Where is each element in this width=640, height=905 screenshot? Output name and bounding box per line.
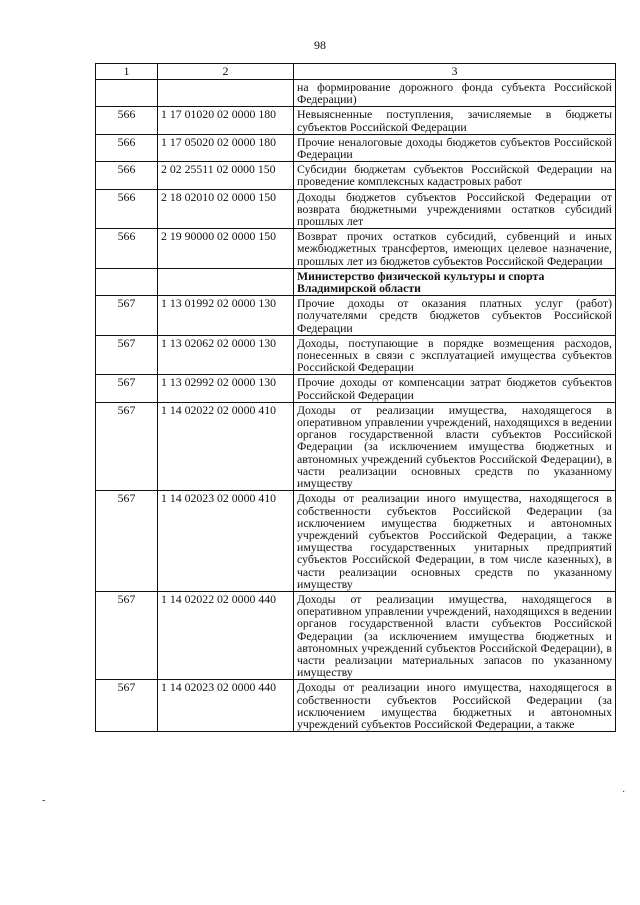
budget-code-cell: 2 02 25511 02 0000 150 [158,162,294,189]
table-body [96,80,616,732]
budget-code-cell: 1 13 01992 02 0000 130 [158,296,294,336]
table-row [96,229,616,269]
table-row [96,80,616,107]
revenue-codes-table [95,63,616,732]
budget-code-cell: 1 14 02022 02 0000 410 [158,402,294,490]
table-header [96,64,616,80]
description-cell: Прочие доходы от компенсации затрат бюджетов субъектов Российской Федерации [294,375,616,402]
table-row [96,162,616,189]
admin-code-cell [96,268,158,295]
section-heading-row [96,268,616,295]
column-header-3: 3 [294,64,616,80]
table-row [96,491,616,592]
header-row [96,64,616,80]
budget-code-cell: 1 17 01020 02 0000 180 [158,107,294,134]
table-row [96,134,616,161]
admin-code-cell: 566 [96,107,158,134]
admin-code-cell: 566 [96,189,158,229]
admin-code-cell: 567 [96,375,158,402]
scan-dot-mark: · [622,787,626,798]
budget-code-cell [158,268,294,295]
description-cell: Прочие неналоговые доходы бюджетов субъектов Российской Федерации [294,134,616,161]
description-cell: Доходы, поступающие в порядке возмещения расходов, понесенных в связи с эксплуатацией имущества субъектов Российской Федерации [294,335,616,375]
description-cell: Субсидии бюджетам субъектов Российской Федерации на проведение комплексных кадастровых работ [294,162,616,189]
description-cell: Невыясненные поступления, зачисляемые в бюджеты субъектов Российской Федерации [294,107,616,134]
table-row [96,591,616,679]
admin-code-cell: 567 [96,335,158,375]
page-number: 98 [314,38,326,52]
admin-code-cell: 566 [96,162,158,189]
description-cell: Возврат прочих остатков субсидий, субвенций и иных межбюджетных трансфертов, имеющих целевое назначение, прошлых лет из бюджетов субъектов Российской Федерации [294,229,616,269]
section-title: Министерство физической культуры и спорта Владимирской области [294,268,616,295]
table-row [96,402,616,490]
description-cell: Прочие доходы от оказания платных услуг (работ) получателями средств бюджетов субъектов Российской Федерации [294,296,616,336]
table-row [96,189,616,229]
budget-code-cell [158,80,294,107]
admin-code-cell: 566 [96,229,158,269]
budget-code-cell: 1 14 02023 02 0000 410 [158,491,294,592]
table-row [96,335,616,375]
table-row [96,107,616,134]
table-row [96,375,616,402]
budget-code-cell: 1 13 02992 02 0000 130 [158,375,294,402]
description-cell: Доходы от реализации имущества, находящегося в оперативном управлении учреждений, находящихся в ведении органов государственной власти субъектов Российской Федерации (за исключением имущества бюджетных и автономных учреждений субъектов Российской Федерации), в части реализации основных средств по указанному имуществу [294,402,616,490]
admin-code-cell: 567 [96,591,158,679]
admin-code-cell [96,80,158,107]
budget-code-cell: 2 19 90000 02 0000 150 [158,229,294,269]
column-header-2: 2 [158,64,294,80]
table-row [96,296,616,336]
description-cell: Доходы бюджетов субъектов Российской Федерации от возврата бюджетными учреждениями остатков субсидий прошлых лет [294,189,616,229]
budget-code-cell: 1 13 02062 02 0000 130 [158,335,294,375]
description-cell: на формирование дорожного фонда субъекта Российской Федерации) [294,80,616,107]
description-cell: Доходы от реализации имущества, находящегося в оперативном управлении учреждений, находящихся в ведении органов государственной власти субъектов Российской Федерации (за исключением имущества бюджетных и автономных учреждений субъектов Российской Федерации), в части реализации материальных запасов по указанному имуществу [294,591,616,679]
table-row [96,680,616,732]
budget-code-cell: 2 18 02010 02 0000 150 [158,189,294,229]
admin-code-cell: 567 [96,491,158,592]
description-cell: Доходы от реализации иного имущества, находящегося в собственности субъектов Российской Федерации (за исключением имущества бюджетных и автономных учреждений субъектов Российской Федерации, а также [294,680,616,732]
admin-code-cell: 567 [96,680,158,732]
admin-code-cell: 566 [96,134,158,161]
description-cell: Доходы от реализации иного имущества, находящегося в собственности субъектов Российской Федерации (за исключением имущества бюджетных и автономных учреждений субъектов Российской Федерации, а также имущества государственных унитарных предприятий субъектов Российской Федерации, в том числе казенных), в части реализации основных средств по указанному имуществу [294,491,616,592]
scan-dash-mark: - [42,795,46,806]
budget-code-cell: 1 14 02023 02 0000 440 [158,680,294,732]
admin-code-cell: 567 [96,402,158,490]
budget-code-cell: 1 17 05020 02 0000 180 [158,134,294,161]
admin-code-cell: 567 [96,296,158,336]
budget-code-cell: 1 14 02022 02 0000 440 [158,591,294,679]
column-header-1: 1 [96,64,158,80]
